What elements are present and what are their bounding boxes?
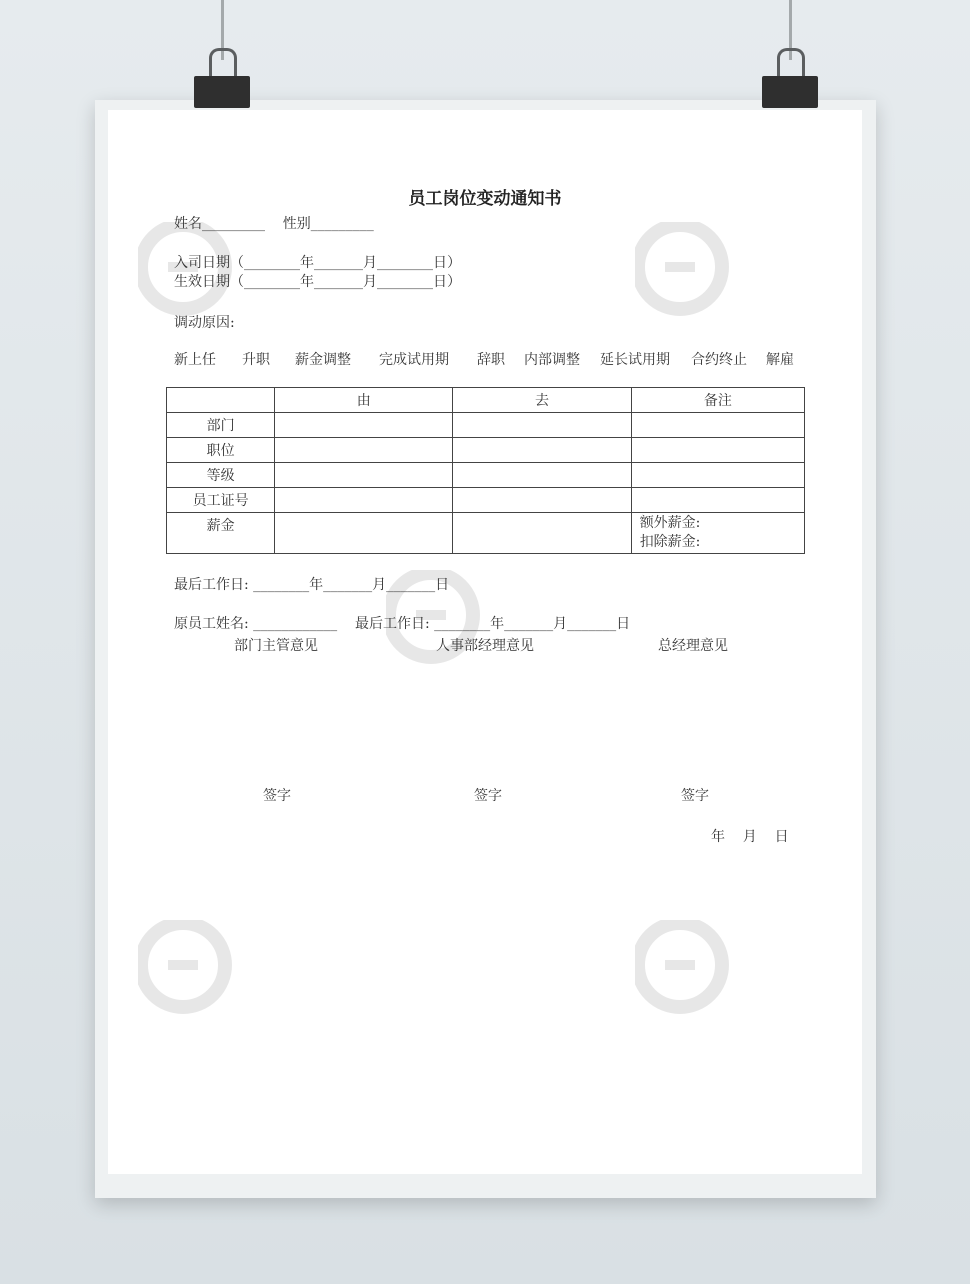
table-row <box>167 513 805 554</box>
document-title: 员工岗位变动通知书 <box>408 189 562 209</box>
row-label: 薪金 <box>167 513 275 554</box>
header-cell <box>167 388 275 413</box>
signature-label: 签字 <box>681 788 709 804</box>
reason-option: 升职 <box>242 352 270 368</box>
cell-note[interactable] <box>631 488 804 513</box>
date-line: 年 月 日 <box>711 829 789 845</box>
table-row <box>167 438 805 463</box>
hr-manager-opinion: 人事部经理意见 <box>436 638 534 654</box>
cell-from[interactable] <box>275 513 453 554</box>
row-label: 部门 <box>167 413 275 438</box>
row-label: 员工证号 <box>167 488 275 513</box>
table-row <box>167 463 805 488</box>
reason-option: 辞职 <box>477 352 505 368</box>
gm-opinion: 总经理意见 <box>658 638 728 654</box>
cell-note[interactable] <box>631 463 804 488</box>
reason-option: 合约终止 <box>691 352 747 368</box>
row-label: 等级 <box>167 463 275 488</box>
binder-clip-right-icon <box>762 76 818 108</box>
cell-from[interactable] <box>275 488 453 513</box>
table-row <box>167 413 805 438</box>
binder-clip-left-icon <box>194 76 250 108</box>
reason-option: 新上任 <box>174 352 216 368</box>
reason-option: 内部调整 <box>524 352 580 368</box>
cell-from[interactable] <box>275 413 453 438</box>
salary-note-cell <box>631 513 804 554</box>
name-gender-line: 姓名_________ 性别_________ <box>174 216 374 232</box>
row-label: 职位 <box>167 438 275 463</box>
watermark-logo-icon <box>386 570 586 770</box>
reason-option: 完成试用期 <box>379 352 449 368</box>
reason-option: 薪金调整 <box>295 352 351 368</box>
reason-label: 调动原因: <box>174 315 235 331</box>
cell-from[interactable] <box>275 463 453 488</box>
transfer-table <box>166 387 805 554</box>
header-cell-note: 备注 <box>631 388 804 413</box>
watermark-logo-icon <box>635 920 835 1120</box>
cell-to[interactable] <box>453 438 631 463</box>
cell-from[interactable] <box>275 438 453 463</box>
entry-date-line: 入司日期（________年_______月________日） <box>174 255 461 271</box>
cell-to[interactable] <box>453 463 631 488</box>
watermark-logo-icon <box>138 920 338 1120</box>
cell-note[interactable] <box>631 438 804 463</box>
last-work-day-line: 最后工作日: ________年_______月_______日 <box>174 577 450 593</box>
cell-to[interactable] <box>453 488 631 513</box>
table-row <box>167 488 805 513</box>
deduct-salary-label: 扣除薪金: <box>639 534 701 550</box>
reason-option: 延长试用期 <box>600 352 670 368</box>
signature-label: 签字 <box>263 788 291 804</box>
reason-option: 解雇 <box>766 352 794 368</box>
cell-to[interactable] <box>453 413 631 438</box>
original-employee-line: 原员工姓名: ____________ 最后工作日: ________年_______月_______日 <box>174 616 631 632</box>
dept-head-opinion: 部门主管意见 <box>234 638 318 654</box>
header-cell-to: 去 <box>453 388 631 413</box>
cell-note[interactable] <box>631 413 804 438</box>
effective-date-line: 生效日期（________年_______月________日） <box>174 274 461 290</box>
extra-salary-label: 额外薪金: <box>639 515 701 531</box>
table-header-row <box>167 388 805 413</box>
signature-label: 签字 <box>474 788 502 804</box>
header-cell-from: 由 <box>275 388 453 413</box>
cell-to[interactable] <box>453 513 631 554</box>
